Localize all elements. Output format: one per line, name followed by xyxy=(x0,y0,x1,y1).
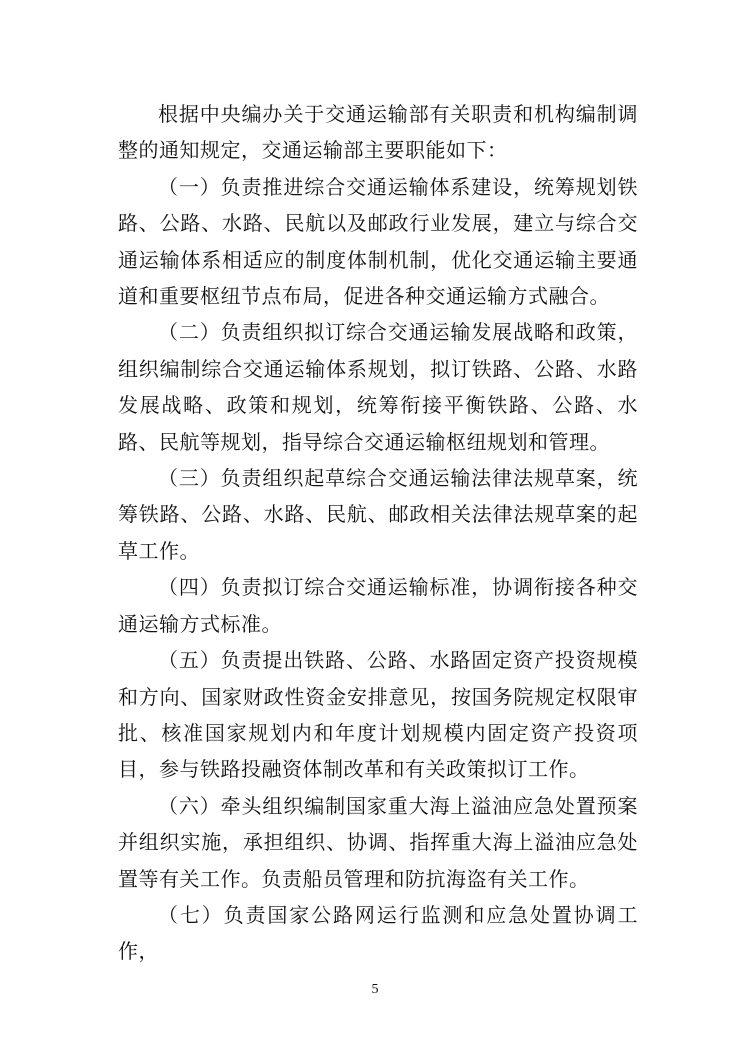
paragraph-item-7: （七）负责国家公路网运行监测和应急处置协调工作， xyxy=(118,902,638,964)
paragraph-item-6: （六）牵头组织编制国家重大海上溢油应急处置预案并组织实施，承担组织、协调、指挥重大海上溢油应急处置等有关工作。负责船员管理和防抗海盗有关工作。 xyxy=(118,793,638,891)
paragraph-item-1: （一）负责推进综合交通运输体系建设，统筹规划铁路、公路、水路、民航以及邮政行业发展，建立与综合交通运输体系相适应的制度体制机制，优化交通运输主要通道和重要枢纽节点布局，促进各种交通运输方式融合。 xyxy=(118,174,638,309)
paragraph-intro: 根据中央编办关于交通运输部有关职责和机构编制调整的通知规定，交通运输部主要职能如下： xyxy=(118,102,638,163)
paragraph-item-3: （三）负责组织起草综合交通运输法律法规草案，统筹铁路、公路、水路、民航、邮政相关法律法规草案的起草工作。 xyxy=(118,466,638,563)
page-number: 5 xyxy=(371,982,379,997)
paragraph-item-5: （五）负责提出铁路、公路、水路固定资产投资规模和方向、国家财政性资金安排意见，按国务院规定权限审批、核准国家规划内和年度计划规模内固定资产投资项目，参与铁路投融资体制改革和有关政策拟订工作。 xyxy=(118,648,638,782)
paragraph-item-4: （四）负责拟订综合交通运输标准，协调衔接各种交通运输方式标准。 xyxy=(118,575,638,636)
paragraph-item-2: （二）负责组织拟订综合交通运输发展战略和政策，组织编制综合交通运输体系规划，拟订铁路、公路、水路发展战略、政策和规划，统筹衔接平衡铁路、公路、水路、民航等规划，指导综合交通运输枢纽规划和管理。 xyxy=(118,320,638,454)
document-body xyxy=(118,96,638,970)
